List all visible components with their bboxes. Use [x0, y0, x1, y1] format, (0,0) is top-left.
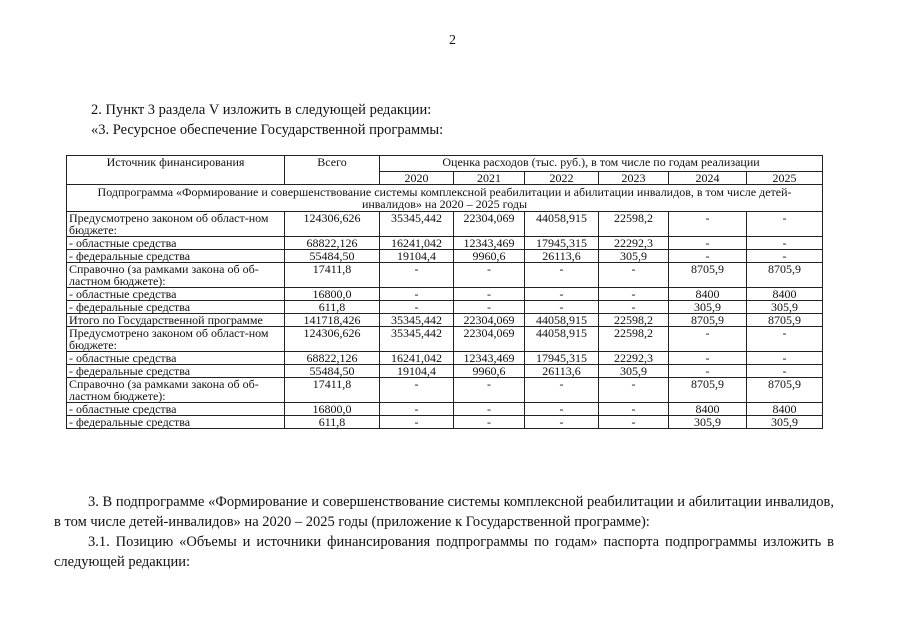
row-value: 9960,6: [454, 365, 525, 378]
row-value: 305,9: [599, 250, 669, 263]
header-estimate: Оценка расходов (тыс. руб.), в том числе по годам реализации: [380, 156, 823, 172]
header-total: Всего: [285, 156, 380, 185]
row-value: 22292,3: [599, 352, 669, 365]
row-value: 8705,9: [747, 314, 823, 327]
row-value: 68822,126: [285, 352, 380, 365]
row-value: -: [669, 352, 747, 365]
row-value: -: [454, 301, 525, 314]
table-row: [67, 301, 823, 314]
row-value: -: [525, 416, 599, 429]
row-value: 44058,915: [525, 314, 599, 327]
row-value: 35345,442: [380, 212, 454, 237]
row-value: 8705,9: [669, 378, 747, 403]
header-year: 2021: [454, 172, 525, 185]
row-value: 17411,8: [285, 378, 380, 403]
row-value: -: [454, 378, 525, 403]
row-value: 9960,6: [454, 250, 525, 263]
row-value: 35345,442: [380, 327, 454, 352]
row-value: -: [669, 237, 747, 250]
row-value: 16800,0: [285, 403, 380, 416]
row-value: -: [454, 288, 525, 301]
intro-line-2: «3. Ресурсное обеспечение Государственной программы:: [91, 122, 444, 138]
row-value: -: [525, 403, 599, 416]
row-label: - областные средства: [67, 288, 285, 301]
row-value: 19104,4: [380, 365, 454, 378]
paragraph-3-text: 3. В подпрограмме «Формирование и совершенствование системы комплексной реабилитации и абилитации инвалидов, в том числе детей-инвалидов» на 2020 – 2025 годы (приложение к Государственной программе):: [54, 494, 834, 530]
row-label: - областные средства: [67, 237, 285, 250]
row-value: 124306,626: [285, 212, 380, 237]
header-year: 2025: [747, 172, 823, 185]
row-label: Справочно (за рамками закона об об-ластном бюджете):: [67, 378, 285, 403]
header-year: 2024: [669, 172, 747, 185]
row-value: -: [380, 301, 454, 314]
row-value: -: [525, 288, 599, 301]
row-value: 305,9: [669, 416, 747, 429]
row-value: -: [747, 212, 823, 237]
row-value: 8400: [747, 288, 823, 301]
row-value: 305,9: [747, 416, 823, 429]
row-value: -: [599, 301, 669, 314]
row-value: 44058,915: [525, 212, 599, 237]
page-number: 2: [449, 33, 456, 48]
row-value: 124306,626: [285, 327, 380, 352]
row-value: -: [669, 327, 747, 352]
row-value: -: [599, 263, 669, 288]
row-label: - федеральные средства: [67, 416, 285, 429]
table-row: [67, 378, 823, 403]
row-value: 55484,50: [285, 365, 380, 378]
row-value: -: [380, 288, 454, 301]
row-value: 22598,2: [599, 212, 669, 237]
table-row: [67, 416, 823, 429]
row-value: 305,9: [669, 301, 747, 314]
row-value: 22598,2: [599, 327, 669, 352]
row-value: 16800,0: [285, 288, 380, 301]
row-value: -: [747, 250, 823, 263]
paragraph-3-1-text: 3.1. Позицию «Объемы и источники финансирования подпрограммы по годам» паспорта подпрограммы изложить в следующей редакции:: [54, 534, 834, 570]
row-value: 8400: [669, 288, 747, 301]
row-value: -: [380, 416, 454, 429]
header-year: 2023: [599, 172, 669, 185]
row-value: 55484,50: [285, 250, 380, 263]
row-value: -: [525, 263, 599, 288]
intro-line-1: 2. Пункт 3 раздела V изложить в следующей редакции:: [91, 102, 432, 118]
intro-block: [91, 100, 443, 140]
row-value: 26113,6: [525, 250, 599, 263]
row-value: 12343,469: [454, 352, 525, 365]
row-value: -: [525, 301, 599, 314]
row-value: 17945,315: [525, 352, 599, 365]
row-value: -: [380, 378, 454, 403]
row-value: 141718,426: [285, 314, 380, 327]
row-value: 17411,8: [285, 263, 380, 288]
subprogram-title: Подпрограмма «Формирование и совершенствование системы комплексной реабилитации и абилитации инвалидов, в том числе детей-инвалидов» на 2020 – 2025 годы: [67, 185, 823, 212]
row-value: -: [747, 237, 823, 250]
header-source: Источник финансирования: [67, 156, 285, 185]
row-value: -: [454, 403, 525, 416]
table-row: [67, 314, 823, 327]
row-label: - федеральные средства: [67, 301, 285, 314]
row-value: 16241,042: [380, 352, 454, 365]
row-value: 35345,442: [380, 314, 454, 327]
header-year: 2022: [525, 172, 599, 185]
row-value: 8705,9: [747, 263, 823, 288]
row-value: -: [599, 403, 669, 416]
row-value: 22304,069: [454, 314, 525, 327]
row-value: 22304,069: [454, 212, 525, 237]
header-year: 2020: [380, 172, 454, 185]
table-row: [67, 250, 823, 263]
row-value: -: [599, 288, 669, 301]
row-value: 8400: [669, 403, 747, 416]
row-value: -: [747, 365, 823, 378]
row-value: -: [525, 378, 599, 403]
row-value: 22292,3: [599, 237, 669, 250]
row-value: 17945,315: [525, 237, 599, 250]
row-value: -: [380, 263, 454, 288]
row-value: 8705,9: [747, 378, 823, 403]
row-value: -: [747, 352, 823, 365]
row-label: - федеральные средства: [67, 250, 285, 263]
row-value: 26113,6: [525, 365, 599, 378]
row-value: 8400: [747, 403, 823, 416]
table-row: [67, 212, 823, 237]
budget-table: [66, 155, 823, 429]
row-value: 22304,069: [454, 327, 525, 352]
table-row: [67, 288, 823, 301]
row-value: 611,8: [285, 301, 380, 314]
row-label: - областные средства: [67, 403, 285, 416]
row-label: Предусмотрено законом об област-ном бюджете:: [67, 327, 285, 352]
row-value: 22598,2: [599, 314, 669, 327]
row-value: -: [669, 365, 747, 378]
row-value: 305,9: [599, 365, 669, 378]
paragraph-3-1: [54, 532, 834, 572]
paragraph-3: [54, 492, 834, 532]
row-value: 44058,915: [525, 327, 599, 352]
row-label: Справочно (за рамками закона об об-ластном бюджете):: [67, 263, 285, 288]
row-value: -: [669, 212, 747, 237]
row-label: - областные средства: [67, 352, 285, 365]
row-value: -: [599, 416, 669, 429]
table-row: [67, 403, 823, 416]
row-value: -: [380, 403, 454, 416]
row-label: Итого по Государственной программе: [67, 314, 285, 327]
row-label: - федеральные средства: [67, 365, 285, 378]
row-value: 16241,042: [380, 237, 454, 250]
table-row: [67, 263, 823, 288]
row-value: 611,8: [285, 416, 380, 429]
row-value: -: [747, 327, 823, 352]
row-value: -: [454, 263, 525, 288]
row-value: -: [599, 378, 669, 403]
row-value: 8705,9: [669, 263, 747, 288]
table-row: [67, 327, 823, 352]
row-label: Предусмотрено законом об област-ном бюджете:: [67, 212, 285, 237]
table-row: [67, 352, 823, 365]
row-value: 12343,469: [454, 237, 525, 250]
row-value: -: [669, 250, 747, 263]
row-value: 68822,126: [285, 237, 380, 250]
row-value: 305,9: [747, 301, 823, 314]
table-row: [67, 237, 823, 250]
row-value: -: [454, 416, 525, 429]
row-value: 19104,4: [380, 250, 454, 263]
table-row: [67, 365, 823, 378]
row-value: 8705,9: [669, 314, 747, 327]
